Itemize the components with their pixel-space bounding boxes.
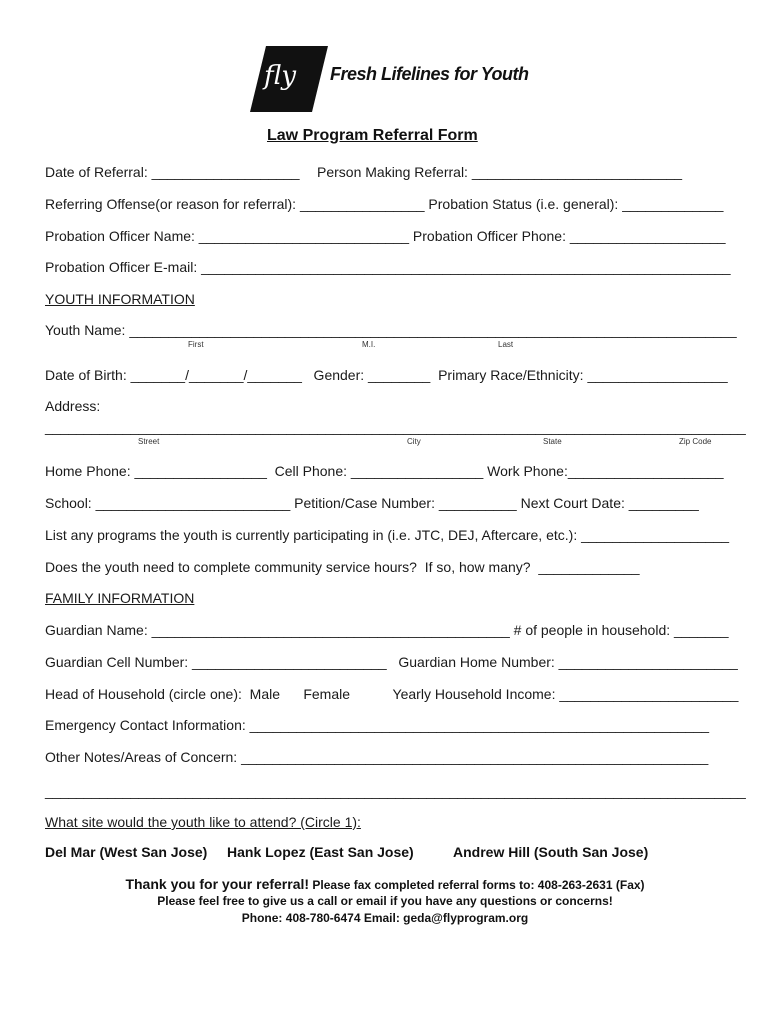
phone-email-line: Phone: 408-780-6474 Email: geda@flyprogram.org xyxy=(241,911,529,925)
referring-offense-field[interactable]: Referring Offense(or reason for referral): ________________ Probation Status (i.e. general): _____________ xyxy=(45,196,724,212)
programs-field[interactable]: List any programs the youth is currently participating in (i.e. JTC, DEJ, Aftercare, etc.): ___________________ xyxy=(45,527,730,543)
contact-line: Please feel free to give us a call or email if you have any questions or concerns! xyxy=(157,894,613,908)
guardian-cell-field[interactable]: Guardian Cell Number: _________________________ Guardian Home Number: _______________________ xyxy=(45,654,738,670)
fly-logo xyxy=(250,46,328,112)
addr-state-label: State xyxy=(543,437,562,446)
name-last-label: Last xyxy=(498,340,514,349)
name-first-label: First xyxy=(188,340,204,349)
thanks-lead: Thank you for your referral! xyxy=(125,876,310,892)
site-option-hank-lopez[interactable]: Hank Lopez (East San Jose) xyxy=(227,844,414,860)
thanks-rest: Please fax completed referral forms to: 408-263-2631 (Fax) xyxy=(309,878,645,892)
thanks-line xyxy=(0,876,770,892)
date-of-referral-field[interactable]: Date of Referral: ___________________ xyxy=(45,164,300,180)
school-field[interactable]: School: _________________________ Petition/Case Number: __________ Next Court Date: _________ xyxy=(45,495,699,511)
person-making-referral-field[interactable]: Person Making Referral: ___________________________ xyxy=(317,164,683,180)
brand-name: Fresh Lifelines for Youth xyxy=(330,64,529,84)
site-option-andrew-hill[interactable]: Andrew Hill (South San Jose) xyxy=(453,844,649,860)
guardian-name-field[interactable]: Guardian Name: ______________________________________________ # of people in household: _______ xyxy=(45,622,729,638)
addr-zip-label: Zip Code xyxy=(679,437,712,446)
address-field[interactable]: __________________________________________________________________________________________ xyxy=(45,419,746,435)
probation-officer-name-field[interactable]: Probation Officer Name: ___________________________ Probation Officer Phone: ____________________ xyxy=(45,228,726,244)
form-title: Law Program Referral Form xyxy=(267,127,478,144)
youth-info-heading: YOUTH INFORMATION xyxy=(45,291,195,307)
community-service-field[interactable]: Does the youth need to complete community service hours? If so, how many? _____________ xyxy=(45,559,640,575)
site-question: What site would the youth like to attend? (Circle 1): xyxy=(45,814,361,830)
head-of-household-field[interactable]: Head of Household (circle one): Male Female Yearly Household Income: _______________________ xyxy=(45,686,739,702)
youth-name-field[interactable]: Youth Name: ______________________________________________________________________________ xyxy=(45,322,737,338)
logo-letters: fly xyxy=(264,61,297,91)
addr-city-label: City xyxy=(407,437,421,446)
probation-officer-email-field[interactable]: Probation Officer E-mail: ____________________________________________________________________ xyxy=(45,259,731,275)
site-option-del-mar[interactable]: Del Mar (West San Jose) xyxy=(45,844,208,860)
address-label: Address: xyxy=(45,398,101,414)
name-mi-label: M.I. xyxy=(362,340,376,349)
other-notes-field[interactable]: Other Notes/Areas of Concern: ____________________________________________________________ xyxy=(45,749,709,765)
family-info-heading: FAMILY INFORMATION xyxy=(45,590,195,606)
addr-street-label: Street xyxy=(138,437,160,446)
phones-field[interactable]: Home Phone: _________________ Cell Phone: _________________ Work Phone:____________________ xyxy=(45,463,724,479)
emergency-contact-field[interactable]: Emergency Contact Information: ___________________________________________________________ xyxy=(45,717,710,733)
dob-gender-race-field[interactable]: Date of Birth: _______/_______/_______ Gender: ________ Primary Race/Ethnicity: __________________ xyxy=(45,367,728,383)
other-notes-line2[interactable]: __________________________________________________________________________________________ xyxy=(45,783,746,799)
